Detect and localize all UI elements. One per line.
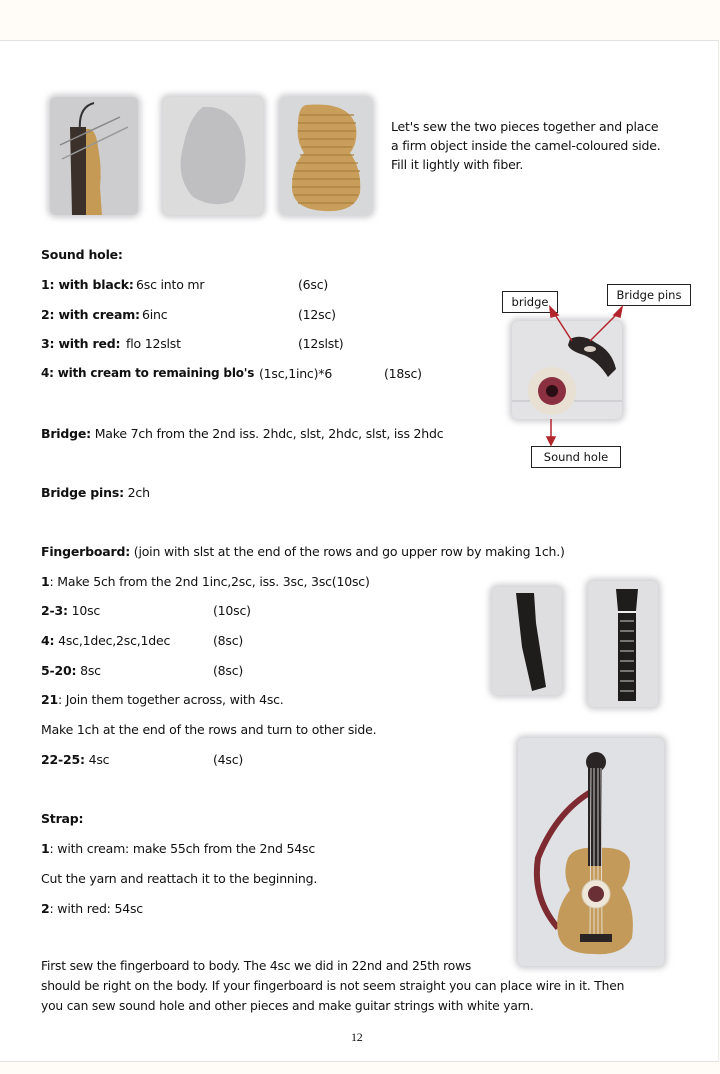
fingerboard-row-4 [41, 663, 101, 678]
row-label: 5-20: [41, 663, 77, 678]
row-sep: : [49, 841, 58, 856]
finished-guitar-photo [518, 738, 664, 966]
final-line-3: you can sew sound hole and other pieces and make guitar strings with white yarn. [41, 999, 534, 1013]
diagram-arrows [500, 301, 700, 461]
fingerboard-row-7-count: (4sc) [213, 752, 244, 767]
bridge-pins-instruction [41, 485, 150, 500]
intro-line-3: Fill it lightly with fiber. [391, 157, 524, 172]
row-label: 2-3: [41, 603, 68, 618]
row-sep: : [58, 692, 66, 707]
fingerboard-row-4-count: (8sc) [213, 663, 244, 678]
fingerboard-note: (join with slst at the end of the rows and go upper row by making 1ch.) [130, 544, 565, 559]
strap-row-1 [41, 841, 315, 856]
sound-hole-row-4-instruction: (1sc,1inc)*6 [259, 366, 333, 381]
bridge-pins-text: 2ch [123, 485, 150, 500]
row-instruction: 8sc [80, 663, 101, 678]
row-label: 21 [41, 692, 58, 707]
bridge-pins-label: Bridge pins [607, 284, 691, 306]
row-label: 22-25: [41, 752, 85, 767]
fingerboard-row-3 [41, 633, 170, 648]
sound-hole-row-3-label: 3: with red: [41, 336, 121, 351]
row-sep: : [49, 901, 58, 916]
fingerboard-row-5 [41, 692, 284, 707]
final-line-2: should be right on the body. If your fingerboard is not seem straight you can place wire in it. Then [41, 979, 625, 993]
row-instruction: with red: 54sc [57, 901, 143, 916]
row-instruction: 4sc [88, 752, 110, 767]
sewing-pieces-photo [50, 97, 138, 215]
strap-row-2 [41, 871, 317, 886]
row-instruction: with cream: make 55ch from the 2nd 54sc [57, 841, 316, 856]
sound-hole-heading: Sound hole: [41, 247, 123, 262]
fingerboard-row-2-count: (10sc) [213, 603, 251, 618]
sound-hole-row-2-instruction: 6inc [142, 307, 168, 322]
fingerboard-heading [41, 544, 565, 559]
fingerboard-plain-photo [492, 587, 562, 695]
sound-hole-row-4-label: 4: with cream to remaining blo's [41, 366, 255, 380]
fingerboard-strung-photo [588, 581, 658, 707]
fingerboard-label: Fingerboard: [41, 544, 130, 559]
sound-hole-label: Sound hole [531, 446, 621, 468]
fingerboard-row-1 [41, 574, 370, 589]
intro-line-2: a firm object inside the camel-coloured side. [391, 138, 661, 153]
sound-hole-row-2-count: (12sc) [298, 307, 336, 322]
fingerboard-row-7 [41, 752, 109, 767]
fiber-fill-photo [163, 97, 263, 215]
sound-hole-row-4-count: (18sc) [384, 366, 422, 381]
intro-line-1: Let's sew the two pieces together and place [391, 119, 659, 134]
row-instruction: Make 1ch at the end of the rows and turn to other side. [41, 722, 377, 737]
fingerboard-row-3-count: (8sc) [213, 633, 244, 648]
bridge-text: Make 7ch from the 2nd iss. 2hdc, slst, 2hdc, slst, iss 2hdc [90, 426, 444, 441]
row-label: 1 [41, 574, 50, 589]
row-instruction: Join them together across, with 4sc. [65, 692, 284, 707]
row-instruction: 4sc,1dec,2sc,1dec [58, 633, 171, 648]
row-label: 4: [41, 633, 55, 648]
bridge-label-text: Bridge: [41, 426, 91, 441]
fingerboard-row-6 [41, 722, 376, 737]
bridge-label: bridge [502, 291, 558, 313]
row-instruction: Make 5ch from the 2nd 1inc,2sc, iss. 3sc, 3sc(10sc) [57, 574, 370, 589]
fingerboard-row-2 [41, 603, 100, 618]
sound-hole-row-3-count: (12slst) [298, 336, 344, 351]
row-instruction: Cut the yarn and reattach it to the beginning. [41, 871, 318, 886]
document-page [0, 40, 719, 1062]
sound-hole-row-3-instruction: flo 12slst [126, 336, 181, 351]
bridge-pins-label-text: Bridge pins: [41, 485, 124, 500]
strap-heading: Strap: [41, 811, 84, 826]
sound-hole-row-1-instruction: 6sc into mr [136, 277, 205, 292]
row-instruction: 10sc [71, 603, 101, 618]
row-sep: : [49, 574, 58, 589]
strap-row-3 [41, 901, 143, 916]
sound-hole-row-1-label: 1: with black: [41, 277, 134, 292]
bridge-instruction [41, 426, 443, 441]
row-label: 1 [41, 841, 50, 856]
sound-hole-row-2-label: 2: with cream: [41, 307, 140, 322]
page-number: 12 [351, 1030, 363, 1044]
final-line-1: First sew the fingerboard to body. The 4sc we did in 22nd and 25th rows [41, 959, 472, 973]
sound-hole-row-1-count: (6sc) [298, 277, 329, 292]
camel-body-photo [280, 97, 372, 215]
row-label: 2 [41, 901, 50, 916]
